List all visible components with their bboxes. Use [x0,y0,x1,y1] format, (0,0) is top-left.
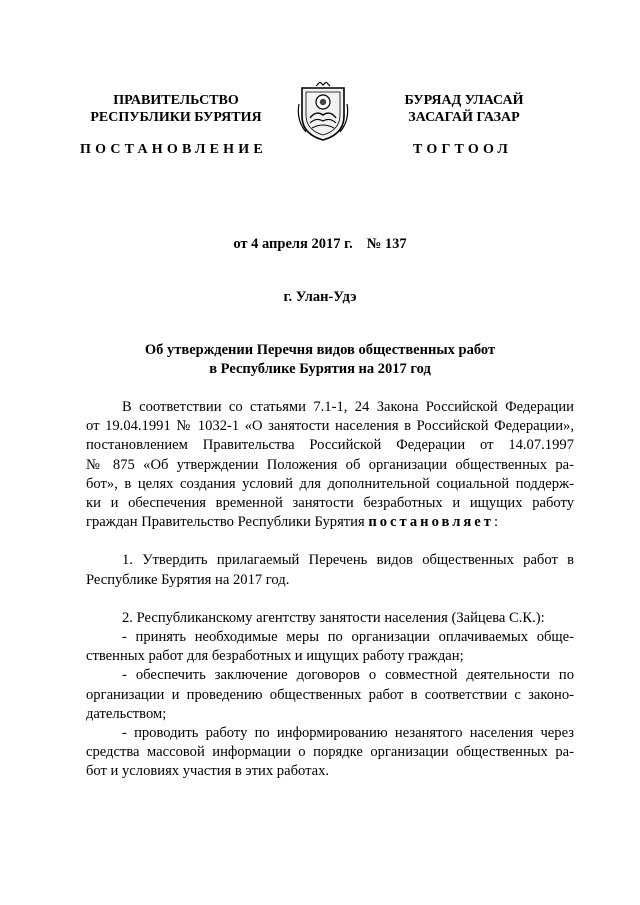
document-body [86,398,574,782]
item1-line: Республике Бурятия на 2017 год. [86,571,290,588]
item2-subitem-line: бот и условиях участия в этих работах. [86,763,330,780]
document-title [0,341,640,379]
header-right-line2: ЗАСАГАЙ ГАЗАР [408,110,520,125]
city-line: г. Улан-Удэ [283,289,357,305]
item2-line: 2. Республиканскому агентству занятости населения (Зайцева С.К.): [122,609,545,626]
title-line2: в Республике Бурятия на 2017 год [209,361,431,377]
preamble-line: постановлением Правительства Российской Федерации от 14.07.1997 [86,437,574,454]
preamble-line: В соответствии со статьями 7.1-1, 24 Закона Российской Федерации [122,399,574,415]
item2-subitem-line: организации и проведению общественных работ в соответствии с законо- [86,686,574,703]
preamble-line: № 875 «Об утверждении Положения об организации общественных ра- [86,456,574,473]
preamble-line: бот», в целях создания условий для дополнительной социальной поддерж- [86,475,574,492]
item2-subitem-line: средства массовой информации о порядке организации общественных ра- [86,744,574,761]
header-right-block [364,92,564,126]
preamble-paragraph [86,398,574,532]
doctype-russian: ПОСТАНОВЛЕНИЕ [80,142,267,157]
item2-subitem-line: - принять необходимые меры по организации оплачиваемых обще- [122,629,574,646]
preamble-line: от 19.04.1991 № 1032-1 «О занятости населения в Российской Федерации», [86,418,574,435]
date-number-line [0,236,640,253]
decree-colon: : [493,514,498,531]
item1-line: 1. Утвердить прилагаемый Перечень видов общественных работ в [122,552,574,569]
header-left-line2: РЕСПУБЛИКИ БУРЯТИЯ [90,110,262,125]
header-left-line1: ПРАВИТЕЛЬСТВО [113,93,239,108]
item2-paragraph [86,609,574,782]
preamble-line: ки и обеспечения временной занятости безработных и ищущих работу [86,495,574,512]
preamble-last-line [86,513,574,532]
preamble-line: граждан Правительство Республики Бурятия [86,514,365,531]
coat-of-arms-emblem [296,82,350,144]
item2-subitem-line: - обеспечить заключение договоров о совместной деятельности по [122,667,574,684]
item2-subitem-line: дательством; [86,705,167,722]
item2-subitem-line: - проводить работу по информированию незанятого населения через [122,725,574,742]
item2-subitem-line: ственных работ для безработных и ищущих работу граждан; [86,648,464,665]
header-left-block [76,92,276,126]
title-line1: Об утверждении Перечня видов общественных работ [144,342,496,358]
item1-paragraph [86,551,574,589]
decree-date: от 4 апреля 2017 г. [233,236,353,252]
doctype-buryat: ТОГТООЛ [413,142,513,157]
header-right-line1: БУРЯАД УЛАСАЙ [404,93,524,108]
decree-number: № 137 [366,236,407,252]
decree-word: постановляет [368,514,494,531]
